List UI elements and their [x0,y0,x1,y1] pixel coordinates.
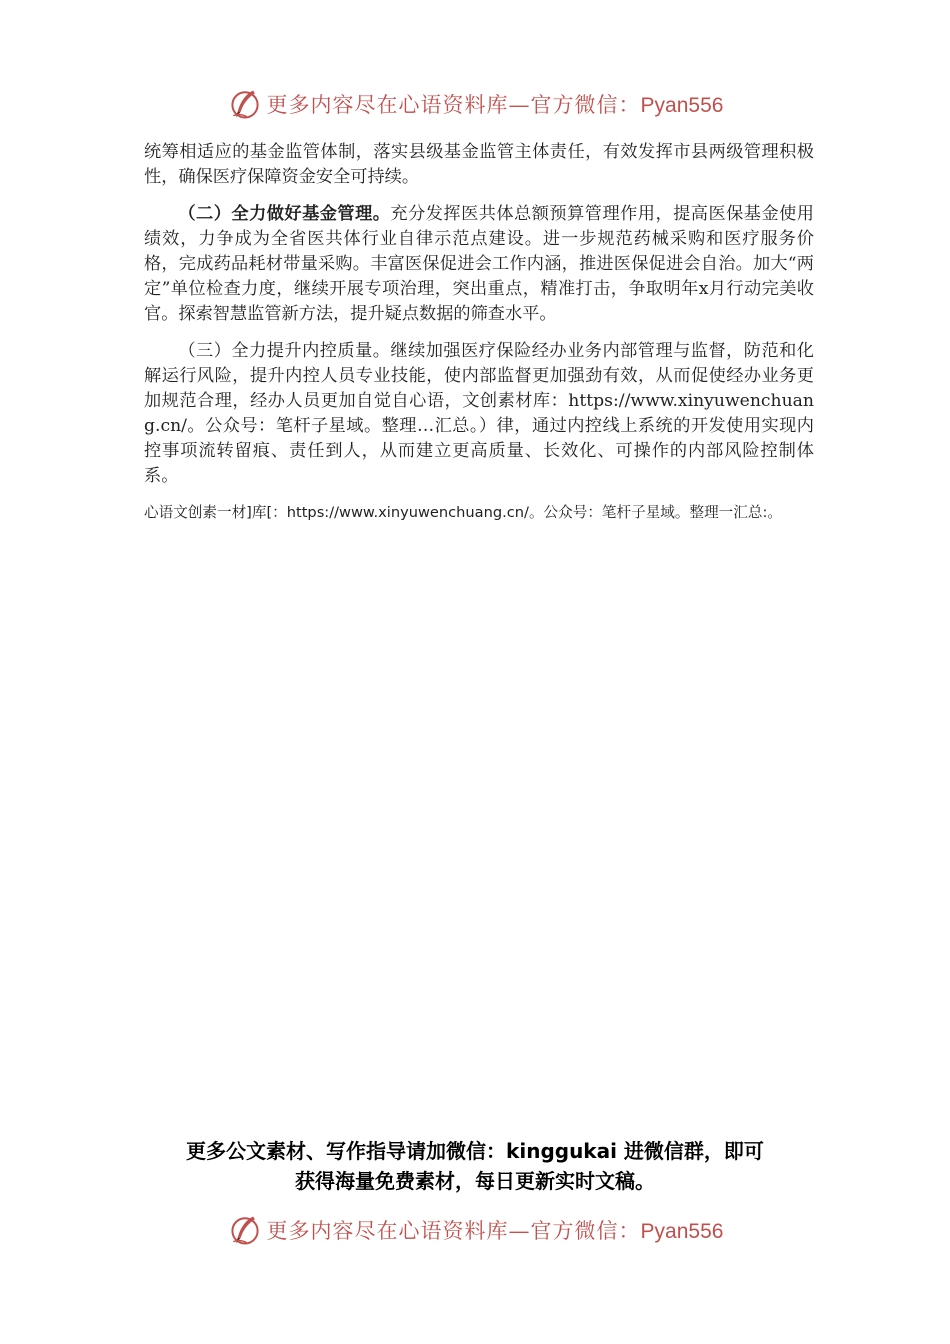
paragraph-fund-management: （二）全力做好基金管理。充分发挥医共体总额预算管理作用，提高医保基金使用绩效，力争成为全省医共体行业自律示范点建设。进一步规范药械采购和医疗服务价格，完成药品耗材带量采购。丰富医保促进会工作内涵，推进医保促进会自治。加大“两定”单位检查力度，继续开展专项治理，突出重点，精准打击，争取明年x月行动完美收官。探索智慧监管新方法，提升疑点数据的筛查水平。 [144,204,814,324]
header-banner [0,82,950,126]
quill-pen-logo-icon [227,1212,263,1248]
quill-pen-logo-icon [227,86,263,122]
footer-wechat-id: Pyan556 [640,1220,724,1243]
header-banner-text: 更多内容尽在心语资料库—官方微信：Pyan556 [266,93,724,117]
promo-line-1: 更多公文素材、写作指导请加微信：kinggukai 进微信群，即可 [186,1139,764,1163]
document-body [144,140,814,525]
footer-banner [0,1208,950,1252]
paragraph-heading: （二）全力做好基金管理。 [178,204,391,224]
source-note: 心语文创素一材]库[：https://www.xinyuwenchuang.cn/。公众号：笔杆子星域。整理一汇总:。 [144,504,782,521]
footer-banner-text: 更多内容尽在心语资料库—官方微信：Pyan556 [266,1219,724,1243]
promo-line-2: 获得海量免费素材，每日更新实时文稿。 [295,1169,655,1193]
promo-text [0,1136,950,1196]
header-wechat-id: Pyan556 [640,94,724,117]
paragraph-1: 统筹相适应的基金监管体制，落实县级基金监管主体责任，有效发挥市县两级管理积极性，确保医疗保障资金安全可持续。 [144,142,814,187]
paragraph-internal-control: （三）全力提升内控质量。继续加强医疗保险经办业务内部管理与监督，防范和化解运行风险，提升内控人员专业技能，使内部监督更加强劲有效，从而促使经办业务更加规范合理，经办人员更加自觉自心语，文创素材库：https://www.xinyuwenchuang.cn/。公众号：笔杆子星域。整理…汇总。）律，通过内控线上系统的开发使用实现内控事项流转留痕、责任到人，从而建立更高质量、长效化、可操作的内部风险控制体系。 [144,341,814,486]
